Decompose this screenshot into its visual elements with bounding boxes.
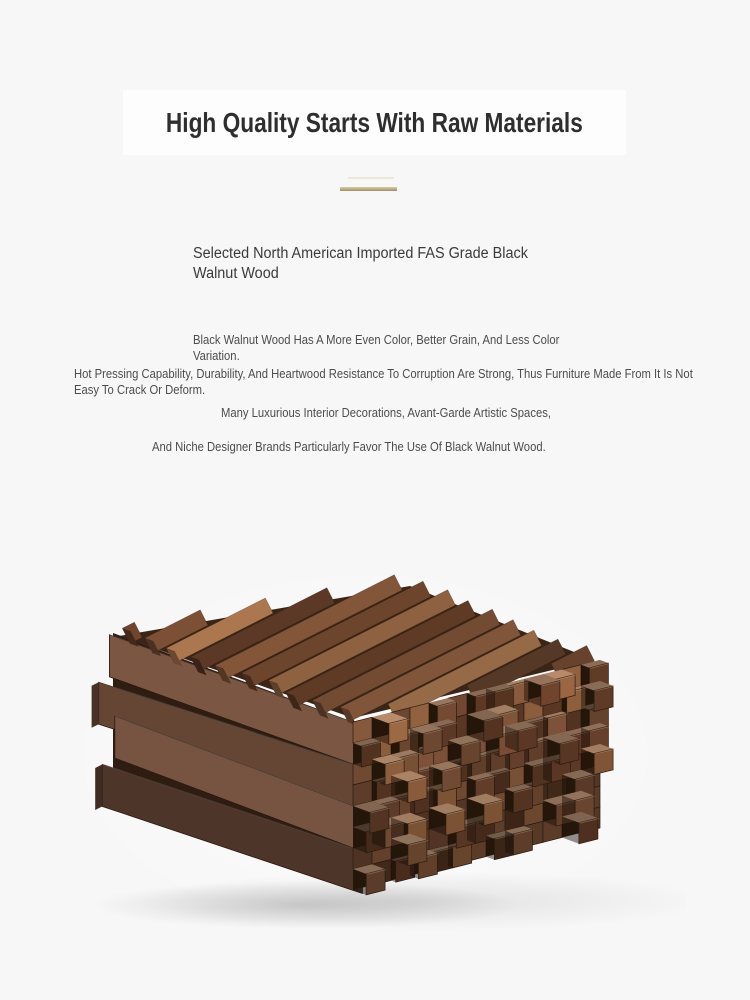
body-paragraph-1: Black Walnut Wood Has A More Even Color, Better Grain, And Less Color Variation.: [193, 333, 560, 363]
walnut-stack-image: [65, 553, 685, 953]
section-subtitle: Selected North American Imported FAS Grade Black Walnut Wood: [193, 245, 528, 282]
section-title-band: [123, 90, 626, 155]
gold-divider-faint: [348, 177, 394, 179]
walnut-stack-figure: [65, 553, 685, 953]
body-paragraph-3: Many Luxurious Interior Decorations, Avant-Garde Artistic Spaces,: [221, 406, 551, 420]
section-title: High Quality Starts With Raw Materials: [166, 106, 583, 138]
body-paragraph-4: And Niche Designer Brands Particularly Favor The Use Of Black Walnut Wood.: [152, 440, 546, 454]
gold-divider: [340, 187, 397, 191]
body-paragraph-2: Hot Pressing Capability, Durability, And Heartwood Resistance To Corruption Are Strong, Thus Furniture Made From It Is Not Easy To Crack Or Deform.: [74, 367, 693, 397]
